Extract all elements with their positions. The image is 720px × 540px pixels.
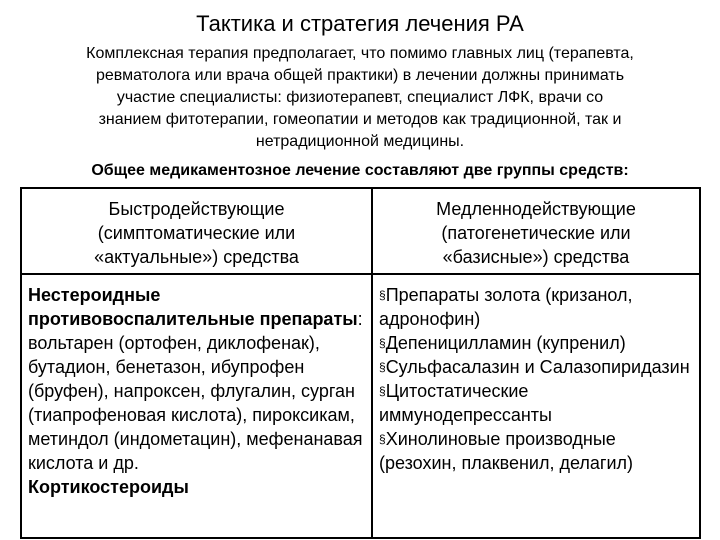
list-item xyxy=(379,355,695,379)
left-header-cell xyxy=(21,188,372,274)
intro-line: знанием фитотерапии, гомеопатии и методов как традиционной, так и xyxy=(98,111,622,128)
left-header-line: (симптоматические или xyxy=(97,223,296,243)
nsaid-list: : вольтарен (ортофен, диклофенак), бутадион, бенетазон, ибупрофен (бруфен), напроксен, флугалин, сурган (тиапрофеновая кислота), пироксикам, метиндол (индометацин), мефенанавая кислота и др. xyxy=(28,309,363,473)
section-subheading: Общее медикаментозное лечение составляют две группы средств: xyxy=(91,162,629,179)
intro-paragraph xyxy=(40,43,680,153)
bullet-icon: § xyxy=(379,432,386,446)
list-item-text: Препараты золота (кризанол, адронофин) xyxy=(379,285,633,329)
list-item xyxy=(379,283,695,331)
bullet-icon: § xyxy=(379,336,386,350)
list-item-text: Сульфасалазин и Салазопиридазин xyxy=(385,357,690,377)
list-item-text: Цитостатические иммунодепрессанты xyxy=(379,381,552,425)
bullet-icon: § xyxy=(379,288,386,302)
left-body-cell xyxy=(21,274,372,538)
list-item xyxy=(379,379,695,427)
right-body-cell xyxy=(372,274,700,538)
nsaid-heading: Нестероидные противовоспалительные препараты xyxy=(28,285,358,329)
left-header-line: Быстродействующие xyxy=(108,199,285,219)
left-header-line: «актуальные») средства xyxy=(94,247,299,267)
right-header-line: Медленнодействующие xyxy=(436,199,636,219)
right-header-line: «базисные») средства xyxy=(442,247,630,267)
list-item xyxy=(379,427,695,475)
intro-line: Комплексная терапия предполагает, что помимо главных лиц (терапевта, xyxy=(86,45,634,62)
list-item xyxy=(379,331,695,355)
treatment-table xyxy=(20,187,701,539)
list-item-text: Хинолиновые производные (резохин, плаквенил, делагил) xyxy=(379,429,634,473)
bullet-icon: § xyxy=(379,384,386,398)
bullet-icon: § xyxy=(379,360,386,374)
corticosteroids-heading: Кортикостероиды xyxy=(28,477,189,497)
page-title: Тактика и стратегия лечения РА xyxy=(196,11,524,36)
table-body-row xyxy=(21,274,700,538)
right-header-cell xyxy=(372,188,700,274)
table-header-row xyxy=(21,188,700,274)
intro-line: нетрадиционной медицины. xyxy=(255,133,465,150)
list-item-text: Депеницилламин (купренил) xyxy=(385,333,626,353)
intro-line: ревматолога или врача общей практики) в лечении должны принимать xyxy=(95,67,625,84)
intro-line: участие специалисты: физиотерапевт, специалист ЛФК, врачи со xyxy=(116,89,604,106)
right-header-line: (патогенетические или xyxy=(441,223,631,243)
